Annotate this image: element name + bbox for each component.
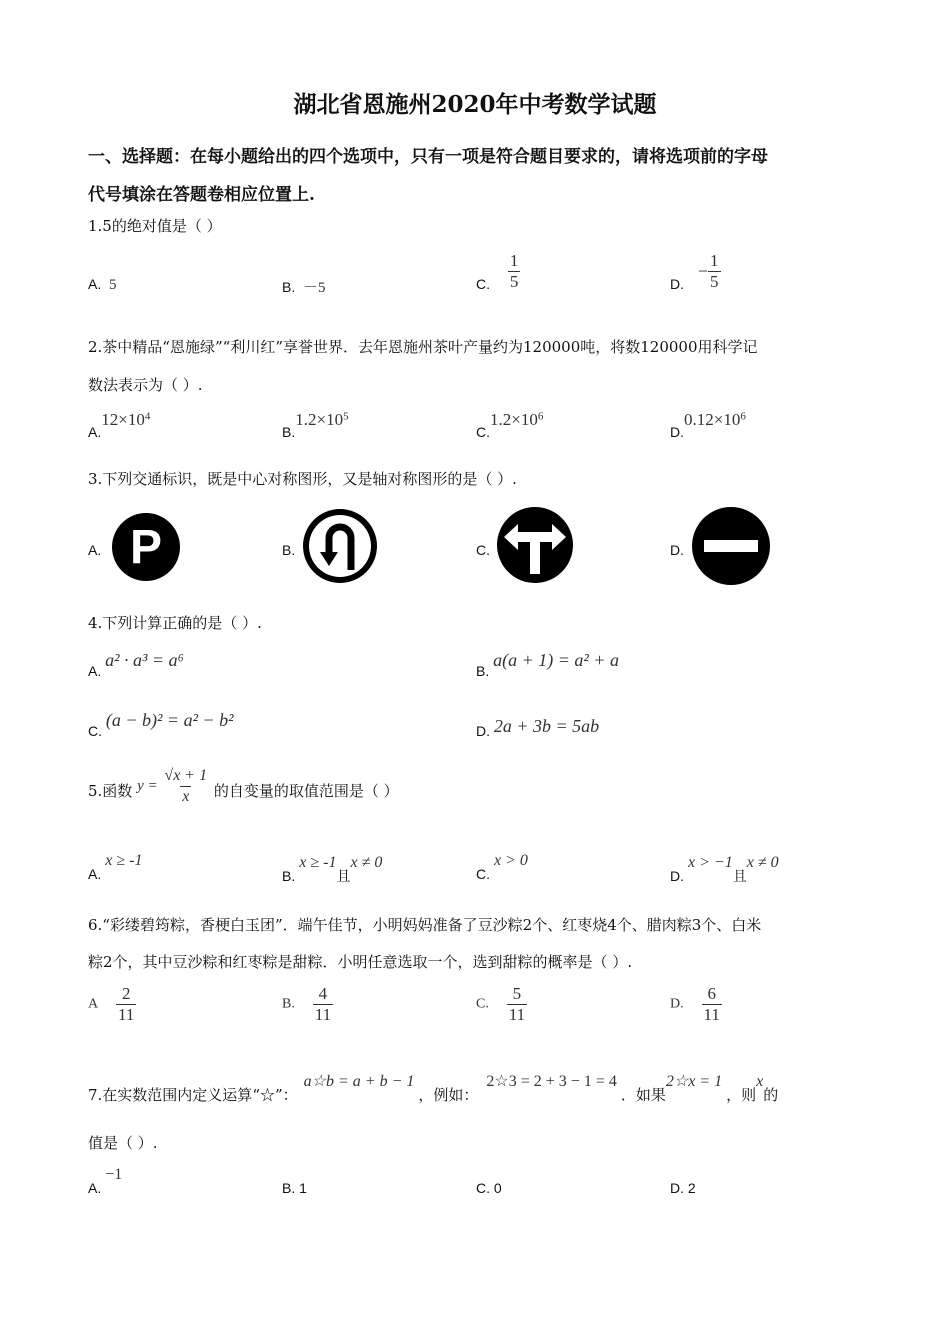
q4-option-c: C. (a − b)² = a² − b² xyxy=(88,710,234,739)
q7-stem: 7.在实数范围内定义运算“☆”：a☆b = a + b − 1，例如：2☆3 = 2 + 3 − 1 = 4．如果2☆x = 1，则x的 xyxy=(88,1073,779,1104)
q3-option-d-label: D. xyxy=(670,542,684,558)
section-instructions-line1: 一、选择题：在每小题给出的四个选项中，只有一项是符合题目要求的，请将选项前的字母 xyxy=(88,147,768,167)
q1-option-c: C. $\frac{1}{5}$ xyxy=(476,250,519,292)
q1-stem: 1.5的绝对值是（ ） xyxy=(88,217,222,235)
parking-sign-icon xyxy=(111,512,181,582)
q5-option-d: D.x > −1且x ≠ 0 xyxy=(670,854,779,884)
q6-stem-line2: 粽2个，其中豆沙粽和红枣粽是甜粽．小明任意选取一个，选到甜粽的概率是（ ）. xyxy=(88,953,633,971)
q5-option-c: C.x > 0 xyxy=(476,852,528,882)
q3-option-b-label: B. xyxy=(282,542,296,558)
no-entry-sign-icon xyxy=(691,506,771,586)
q1-option-b: B. －5 xyxy=(282,279,326,296)
q2-stem-line2: 数法表示为（ ）. xyxy=(88,376,203,394)
q2-option-d: $D.0.12\times 10^6$ xyxy=(670,410,746,440)
q4-option-a: A. a² · a³ = a⁶ xyxy=(88,650,184,679)
q5-option-a: A.x ≥ -1 xyxy=(88,852,143,882)
page-title: 湖北省恩施州2020年中考数学试题 xyxy=(293,91,657,118)
parking-sign-letter: P xyxy=(129,521,163,574)
q3-option-a-label: A. xyxy=(88,542,102,558)
q2-stem-line1: 2.茶中精品“恩施绿”“利川红”享誉世界．去年恩施州茶叶产量约为120000吨，将数120000用科学记 xyxy=(88,338,758,356)
q5-option-b: B.x ≥ -1且x ≠ 0 xyxy=(282,854,383,884)
q1-option-a: A. 5 xyxy=(88,276,117,293)
u-turn-sign-icon xyxy=(302,508,378,584)
q7-option-c: C. 0 xyxy=(476,1180,502,1196)
q6-option-c: C. $\frac{5}{11}$ xyxy=(476,984,526,1024)
q7-option-b: B. 1 xyxy=(282,1180,307,1196)
q7-stem-line2: 值是（ ）. xyxy=(88,1134,158,1152)
q7-option-a: A.−1 xyxy=(88,1166,123,1196)
q2-option-c: $C.1.2\times 10^6$ xyxy=(476,410,544,440)
q1-option-d: D. − $\frac{1}{5}$ xyxy=(670,250,719,292)
q4-option-b: B. a(a + 1) = a² + a xyxy=(476,650,619,679)
q3-option-c-label: C. xyxy=(476,542,490,558)
left-right-sign-icon xyxy=(496,506,574,584)
q4-stem: 4.下列计算正确的是（ ）. xyxy=(88,614,262,632)
q3-stem: 3.下列交通标识，既是中心对称图形，又是轴对称图形的是（ ）. xyxy=(88,470,517,488)
q6-stem-line1: 6.“彩缕碧筠粽，香梗白玉团”．端午佳节，小明妈妈准备了豆沙粽2个、红枣烧4个、腊肉粽3个、白米 xyxy=(88,916,762,934)
section-instructions-line2: 代号填涂在答题卷相应位置上. xyxy=(88,185,315,205)
q6-option-a: A $\frac{2}{11}$ xyxy=(88,984,135,1024)
q7-option-d: D. 2 xyxy=(670,1180,696,1196)
q4-option-d: D. 2a + 3b = 5ab xyxy=(476,716,600,739)
q6-option-b: B. $\frac{4}{11}$ xyxy=(282,984,332,1024)
q2-option-b: $B.1.2\times 10^5$ xyxy=(282,410,349,440)
q5-stem: 5.函数 y = $\frac{√x + 1}{x}$ 的自变量的取值范围是（ ） xyxy=(88,767,399,805)
q2-option-a: $A.12\times 10^4$ xyxy=(88,410,151,440)
q6-option-d: D. $\frac{6}{11}$ xyxy=(670,984,720,1024)
